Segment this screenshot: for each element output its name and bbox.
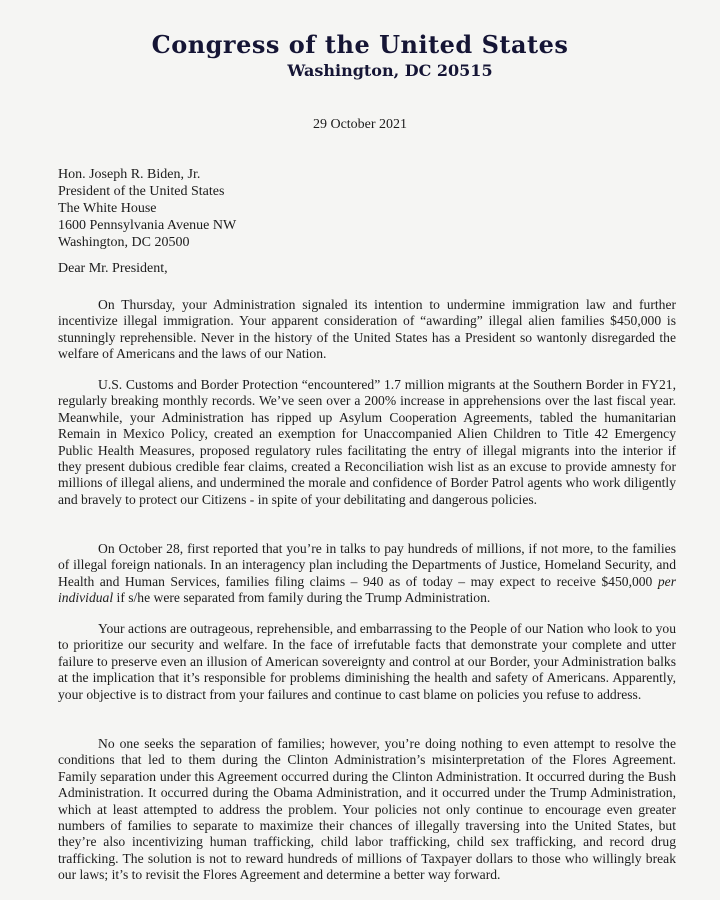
address-line: The White House bbox=[58, 201, 157, 216]
body-paragraph bbox=[58, 297, 676, 363]
body-paragraph bbox=[58, 541, 676, 607]
paragraph-text: Your actions are outrageous, reprehensible, and embarrassing to the People of our Nation who look to you to prioritize our security and welfare. In the face of irrefutable facts that demonstrate your complete and utter failure to preserve even an illusion of American sovereignty and control at our Border, your Administration balks at the implication that it’s responsible for problems diminishing the health and safety of Americans. Apparently, your objective is to distract from your failures and continue to cast blame on policies you refuse to address. bbox=[58, 621, 676, 702]
paragraph-emphasis: per individual bbox=[58, 573, 676, 606]
body-paragraph bbox=[58, 736, 676, 884]
letterhead-subtitle: Washington, DC 20515 bbox=[287, 61, 493, 80]
address-line: Washington, DC 20500 bbox=[58, 235, 190, 250]
paragraph-text: No one seeks the separation of families; however, you’re doing nothing to even attempt to resolve the conditions that led to them during the Clinton Administration’s misinterpretation of the Flores Agreement. Family separation under this Agreement occurred during the Clinton Administration. It occurred during the Bush Administration. It occurred during the Obama Administration, and it occurred under the Trump Administration, which at least attempted to address the problem. Your policies not only continue to encourage even greater numbers of families to separate to maximize their chances of illegally traversing into the United States, but they’re also incentivizing human trafficking, child labor trafficking, child sex trafficking, and record drug trafficking. The solution is not to reward hundreds of millions of Taxpayer dollars to those who willingly break our laws; it’s to revisit the Flores Agreement and determine a better way forward. bbox=[58, 736, 676, 883]
paragraph-text: On October 28, first reported that you’re in talks to pay hundreds of millions, if not more, to the families of illegal foreign nationals. In an interagency plan including the Departments of Justice, Homeland Security, and Health and Human Services, families filing claims – 940 as of today – may expect to receive $450,000 bbox=[58, 541, 676, 589]
address-line: President of the United States bbox=[58, 184, 225, 199]
letterhead bbox=[0, 30, 720, 82]
letterhead-title: Congress of the United States bbox=[151, 30, 569, 59]
body-paragraph bbox=[58, 377, 676, 508]
body-paragraph bbox=[58, 621, 676, 703]
paragraph-text: if s/he were separated from family during the Trump Administration. bbox=[113, 590, 491, 606]
paragraph-text: On Thursday, your Administration signaled its intention to undermine immigration law and further incentivize illegal immigration. Your apparent consideration of “awarding” illegal alien families $450,000 is stunningly reprehensible. Never in the history of the United States has a President so wantonly disregarded the welfare of Americans and the laws of our Nation. bbox=[58, 297, 676, 362]
address-line: Hon. Joseph R. Biden, Jr. bbox=[58, 167, 201, 182]
address-line: 1600 Pennsylvania Avenue NW bbox=[58, 218, 237, 233]
paragraph-text: U.S. Customs and Border Protection “encountered” 1.7 million migrants at the Southern Border in FY21, regularly breaking monthly records. We’ve seen over a 200% increase in apprehensions over the last fiscal year. Meanwhile, your Administration has ripped up Asylum Cooperation Agreements, tabled the humanitarian Remain in Mexico Policy, created an exemption for Unaccompanied Alien Children to Title 42 Emergency Public Health Measures, proposed regulatory rules facilitating the entry of illegal migrants into the interior if they present dubious credible fear claims, created a Reconciliation wish list as an excuse to provide amnesty for millions of illegal aliens, and undermined the morale and confidence of Border Patrol agents who work diligently and bravely to protect our Citizens - in spite of your debilitating and dangerous policies. bbox=[58, 377, 676, 507]
letter-date: 29 October 2021 bbox=[312, 117, 408, 132]
recipient-address bbox=[58, 166, 236, 251]
salutation: Dear Mr. President, bbox=[58, 261, 168, 276]
